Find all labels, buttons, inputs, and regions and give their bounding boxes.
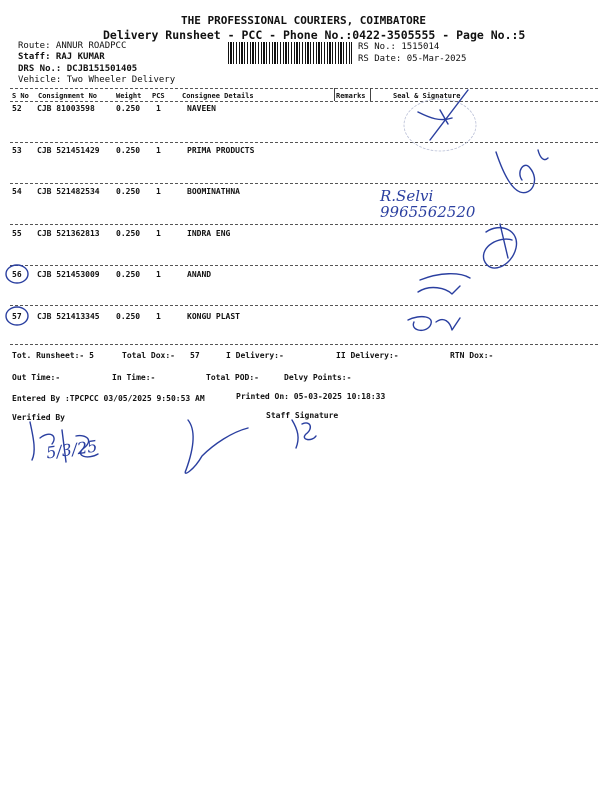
total-dox-label: Total Dox:- [122,351,175,360]
out-time: Out Time:- [12,373,61,382]
col-header-pcs: PCS [152,92,165,100]
row-sno: 56 [12,270,22,279]
ii-delivery: II Delivery:- [336,351,399,360]
col-header-sno: S No [12,92,29,100]
total-pod: Total POD:- [206,373,259,382]
row-consignment: CJB 521482534 [37,187,100,196]
row-sno: 54 [12,187,22,196]
row-weight: 0.250 [116,312,141,321]
row-consignment: CJB 81003598 [37,104,95,113]
sno-57-circle-icon [6,307,28,325]
col-header-consignment: Consignment No [38,92,98,100]
row-sno: 55 [12,229,22,238]
row-pcs: 1 [156,270,161,279]
col-header-consignee: Consignee Details [182,92,254,100]
row-consignment: CJB 521413345 [37,312,100,321]
row52-signature-icon [418,90,468,140]
rs-number: RS No.: 1515014 [358,42,440,52]
row-sno: 53 [12,146,22,155]
staff-label: Staff: RAJ KUMAR [18,52,105,62]
row-weight: 0.250 [116,146,141,155]
staff-signature-label: Staff Signature [266,411,339,420]
row-pcs: 1 [156,229,161,238]
row-pcs: 1 [156,187,161,196]
row-weight: 0.250 [116,270,141,279]
row54-handwritten-note: R.Selvi 9965562520 [380,187,476,221]
vehicle-label: Vehicle: Two Wheeler Delivery [18,75,176,85]
row-consignment: CJB 521451429 [37,146,100,155]
verified-date-handwritten: 5/3/25 [44,436,99,463]
i-delivery: I Delivery:- [226,351,284,360]
col-header-signature: Seal & Signature [393,92,461,100]
row-consignee: ANAND [187,270,212,279]
verified-by-label: Verified By [12,413,65,422]
row-sno: 57 [12,312,22,321]
row-consignee: BOOMINATHNA [187,187,240,196]
total-dox-value: 57 [190,351,200,360]
sno-56-circle-icon [6,265,28,283]
col-header-weight: Weight [116,92,142,100]
row-pcs: 1 [156,146,161,155]
printed-on: Printed On: 05-03-2025 10:18:33 [236,392,386,401]
row-weight: 0.250 [116,229,141,238]
row-consignee: PRIMA PRODUCTS [187,146,255,155]
staff-signature-icon [292,420,316,448]
row53-signature-icon [496,150,548,193]
company-name: THE PROFESSIONAL COURIERS, COIMBATORE [181,14,427,27]
row-consignment: CJB 521453009 [37,270,100,279]
entered-by: Entered By :TPCPCC 03/05/2025 9:50:53 AM [12,394,205,403]
row55-signature-icon [483,224,516,268]
row-pcs: 1 [156,104,161,113]
row-weight: 0.250 [116,187,141,196]
row-weight: 0.250 [116,104,141,113]
route-label: Route: ANNUR ROADPCC [18,41,127,51]
col-header-remarks: Remarks [336,92,366,100]
row-consignee: INDRA ENG [187,229,231,238]
row-consignment: CJB 521362813 [37,229,100,238]
row-sno: 52 [12,104,22,113]
seal-stamp-icon [404,99,476,151]
row57-signature-icon [408,317,460,331]
row56-signature-icon [418,274,470,294]
runsheet-title: Delivery Runsheet - PCC - Phone No.:0422-3505555 - Page No.:5 [103,28,526,42]
in-time: In Time:- [112,373,156,382]
row-consignee: KONGU PLAST [187,312,240,321]
rtn-dox: RTN Dox:- [450,351,494,360]
rs-date: RS Date: 05-Mar-2025 [358,54,467,64]
tot-runsheet: Tot. Runsheet:- 5 [12,351,94,360]
delvy-points: Delvy Points:- [284,373,352,382]
row-pcs: 1 [156,312,161,321]
row-consignee: NAVEEN [187,104,216,113]
drs-number: DRS No.: DCJB151501405 [18,64,138,74]
middle-signature-icon [185,420,248,473]
